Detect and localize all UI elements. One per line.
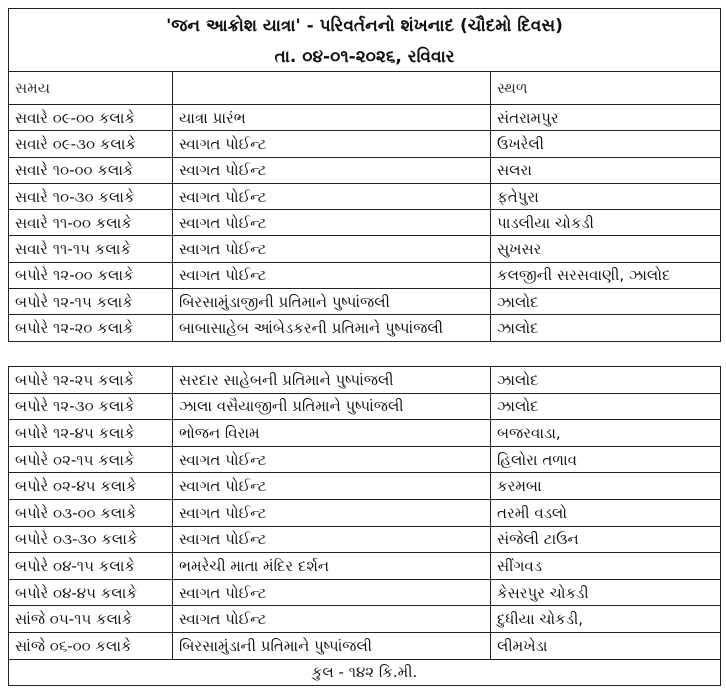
table-row <box>9 579 721 606</box>
cell-place: કલજીની સરસવાણી, ઝાલોદ <box>491 262 721 288</box>
header-time: સમય <box>9 72 173 105</box>
table-row <box>9 632 721 659</box>
table-row <box>9 393 721 420</box>
cell-place: ઝાલોદ <box>491 393 721 420</box>
cell-event: યાત્રા પ્રારંભ <box>173 105 491 131</box>
cell-place: સંજેલી ટાઉન <box>491 526 721 553</box>
cell-place: ફતેપુરા <box>491 183 721 209</box>
cell-time: સવારે ૧૧-૦૦ કલાકે <box>9 210 173 236</box>
cell-event: સ્વાગત પોઈન્ટ <box>173 210 491 236</box>
cell-event: સ્વાગત પોઈન્ટ <box>173 579 491 606</box>
cell-place: સલરા <box>491 157 721 183</box>
cell-place: સુખસર <box>491 236 721 262</box>
total-distance: કુલ - ૧૪૨ કિ.મી. <box>9 659 721 686</box>
cell-event: સ્વાગત પોઈન્ટ <box>173 236 491 262</box>
cell-place: પાડલીયા ચોકડી <box>491 210 721 236</box>
page-title: 'જન આક્રોશ યાત્રા' - પરિવર્તનનો શંખનાદ (ચૌદમો દિવસ) <box>9 9 721 44</box>
cell-event: બિરસામુંડાની પ્રતિમાને પુષ્પાંજલી <box>173 632 491 659</box>
title-row <box>9 9 721 44</box>
cell-event: સ્વાગત પોઈન્ટ <box>173 262 491 288</box>
table-row <box>9 553 721 580</box>
cell-time: સવારે ૦૯-૩૦ કલાકે <box>9 131 173 157</box>
table-row <box>9 262 721 288</box>
table-row <box>9 289 721 315</box>
cell-place: કરમબા <box>491 473 721 500</box>
cell-event: સ્વાગત પોઈન્ટ <box>173 473 491 500</box>
cell-time: બપોરે ૦૪-૧૫ કલાકે <box>9 553 173 580</box>
cell-event: ભમરેચી માતા મંદિર દર્શન <box>173 553 491 580</box>
cell-place: તરમી વડલો <box>491 499 721 526</box>
cell-time: સવારે ૧૧-૧૫ કલાકે <box>9 236 173 262</box>
cell-place: હિલોરા તળાવ <box>491 446 721 473</box>
table-row <box>9 131 721 157</box>
cell-event: સ્વાગત પોઈન્ટ <box>173 131 491 157</box>
cell-event: ભોજન વિરામ <box>173 420 491 447</box>
header-row <box>9 72 721 105</box>
cell-place: કેસરપુર ચોકડી <box>491 579 721 606</box>
cell-time: બપોરે ૧૨-૩૦ કલાકે <box>9 393 173 420</box>
cell-time: બપોરે ૧૨-૨૦ કલાકે <box>9 315 173 341</box>
cell-time: સાંજે ૦૫-૧૫ કલાકે <box>9 606 173 633</box>
cell-event: બિરસામુંડાજીની પ્રતિમાને પુષ્પાંજલી <box>173 289 491 315</box>
table-row <box>9 526 721 553</box>
table-row <box>9 210 721 236</box>
table-row <box>9 420 721 447</box>
table-row <box>9 315 721 341</box>
cell-place: સીંગવડ <box>491 553 721 580</box>
cell-time: બપોરે ૦૪-૪૫ કલાકે <box>9 579 173 606</box>
date-row <box>9 43 721 72</box>
cell-time: બપોરે ૦૨-૧૫ કલાકે <box>9 446 173 473</box>
cell-time: બપોરે ૦૩-૩૦ કલાકે <box>9 526 173 553</box>
cell-time: બપોરે ૧૨-૨૫ કલાકે <box>9 367 173 394</box>
schedule-table-part1 <box>8 8 721 342</box>
cell-place: સંતરામપુર <box>491 105 721 131</box>
table-row <box>9 105 721 131</box>
cell-time: બપોરે ૧૨-૪૫ કલાકે <box>9 420 173 447</box>
cell-event: સ્વાગત પોઈન્ટ <box>173 526 491 553</box>
table-row <box>9 446 721 473</box>
header-event <box>173 72 491 105</box>
cell-time: સાંજે ૦૬-૦૦ કલાકે <box>9 632 173 659</box>
cell-time: બપોરે ૦૩-૦૦ કલાકે <box>9 499 173 526</box>
cell-event: સરદાર સાહેબની પ્રતિમાને પુષ્પાંજલી <box>173 367 491 394</box>
cell-event: સ્વાગત પોઈન્ટ <box>173 183 491 209</box>
cell-place: બજરવાડા, <box>491 420 721 447</box>
cell-place: ઝાલોદ <box>491 367 721 394</box>
cell-event: સ્વાગત પોઈન્ટ <box>173 606 491 633</box>
header-place: સ્થળ <box>491 72 721 105</box>
schedule-table-part2 <box>8 366 721 686</box>
cell-time: બપોરે ૦૨-૪૫ કલાકે <box>9 473 173 500</box>
total-row <box>9 659 721 686</box>
cell-event: સ્વાગત પોઈન્ટ <box>173 499 491 526</box>
cell-event: સ્વાગત પોઈન્ટ <box>173 157 491 183</box>
table-row <box>9 183 721 209</box>
table-row <box>9 236 721 262</box>
cell-place: ઝાલોદ <box>491 315 721 341</box>
table-row <box>9 367 721 394</box>
cell-event: બાબાસાહેબ આંબેડકરની પ્રતિમાને પુષ્પાંજલી <box>173 315 491 341</box>
table-row <box>9 606 721 633</box>
cell-event: સ્વાગત પોઈન્ટ <box>173 446 491 473</box>
cell-place: ઉખરેલી <box>491 131 721 157</box>
table-row <box>9 473 721 500</box>
date-text: તા. ૦૪-૦૧-૨૦૨૬, રવિવાર <box>9 43 721 72</box>
table-row <box>9 157 721 183</box>
cell-event: ઝાલા વસૈયાજીની પ્રતિમાને પુષ્પાંજલી <box>173 393 491 420</box>
cell-time: સવારે ૧૦-૦૦ કલાકે <box>9 157 173 183</box>
cell-place: લીમખેડા <box>491 632 721 659</box>
cell-time: સવારે ૧૦-૩૦ કલાકે <box>9 183 173 209</box>
cell-time: સવારે ૦૯-૦૦ કલાકે <box>9 105 173 131</box>
cell-time: બપોરે ૧૨-૦૦ કલાકે <box>9 262 173 288</box>
cell-time: બપોરે ૧૨-૧૫ કલાકે <box>9 289 173 315</box>
table-row <box>9 499 721 526</box>
cell-place: ઝાલોદ <box>491 289 721 315</box>
cell-place: દુધીયા ચોકડી, <box>491 606 721 633</box>
